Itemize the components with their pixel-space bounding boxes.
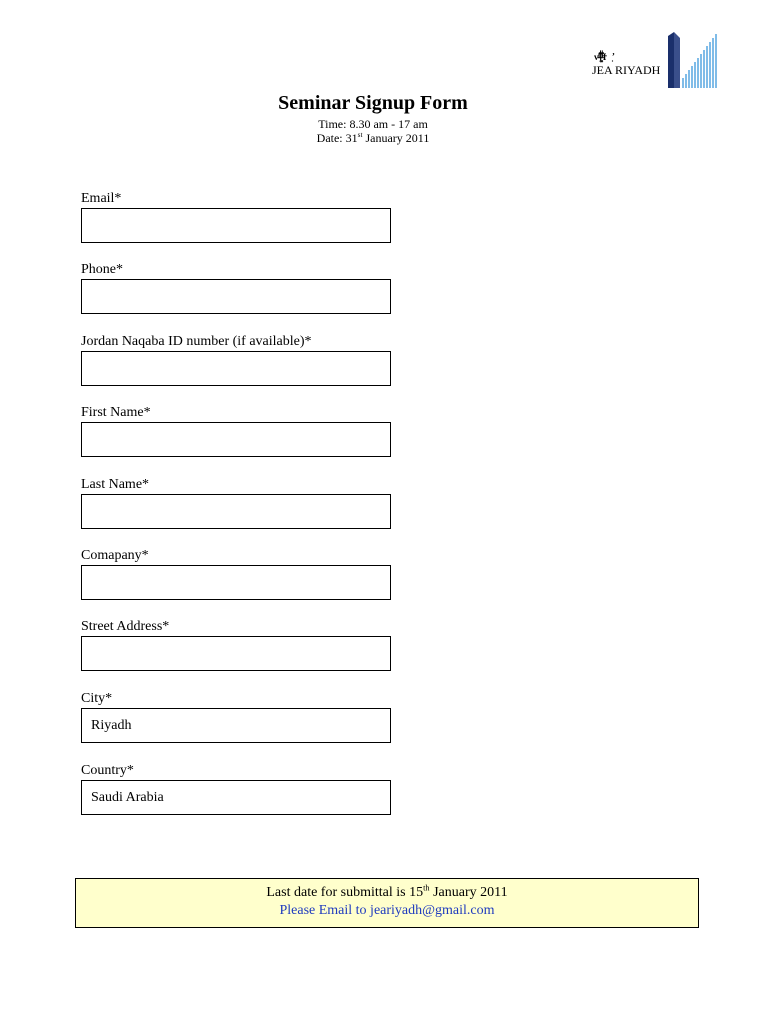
logo-garbled-text: v ͳ̶͚̅̎ϮͿ̛͔	[594, 52, 611, 62]
last-name-field[interactable]	[81, 494, 391, 529]
first-name-label: First Name*	[81, 405, 151, 420]
city-label: City*	[81, 691, 113, 706]
email-label: Email*	[81, 191, 122, 206]
naqaba-id-label: Jordan Naqaba ID number (if available)*	[81, 334, 312, 349]
country-label: Country*	[81, 763, 134, 778]
form-title: Seminar Signup Form	[278, 92, 468, 114]
seminar-time: Time: 8.30 am - 17 am	[318, 117, 428, 131]
naqaba-id-field[interactable]	[81, 351, 391, 386]
phone-field[interactable]	[81, 279, 391, 314]
email-field[interactable]	[81, 208, 391, 243]
submission-notice	[75, 878, 699, 928]
first-name-field[interactable]	[81, 422, 391, 457]
logo-text: JEA RIYADH	[592, 63, 661, 77]
company-logo	[592, 22, 720, 90]
street-address-field[interactable]	[81, 636, 391, 671]
country-field[interactable]	[81, 780, 391, 815]
street-address-label: Street Address*	[81, 619, 170, 634]
city-field[interactable]	[81, 708, 391, 743]
email-instruction-link[interactable]: Please Email to jeariyadh@gmail.com	[279, 903, 495, 918]
company-field[interactable]	[81, 565, 391, 600]
deadline-text: Last date for submittal is 15th January 2011	[266, 883, 508, 900]
phone-label: Phone*	[81, 262, 123, 277]
last-name-label: Last Name*	[81, 477, 150, 492]
company-label: Comapany*	[81, 548, 149, 563]
logo-building-icon	[664, 22, 720, 90]
seminar-date: Date: 31st January 2011	[316, 131, 430, 145]
